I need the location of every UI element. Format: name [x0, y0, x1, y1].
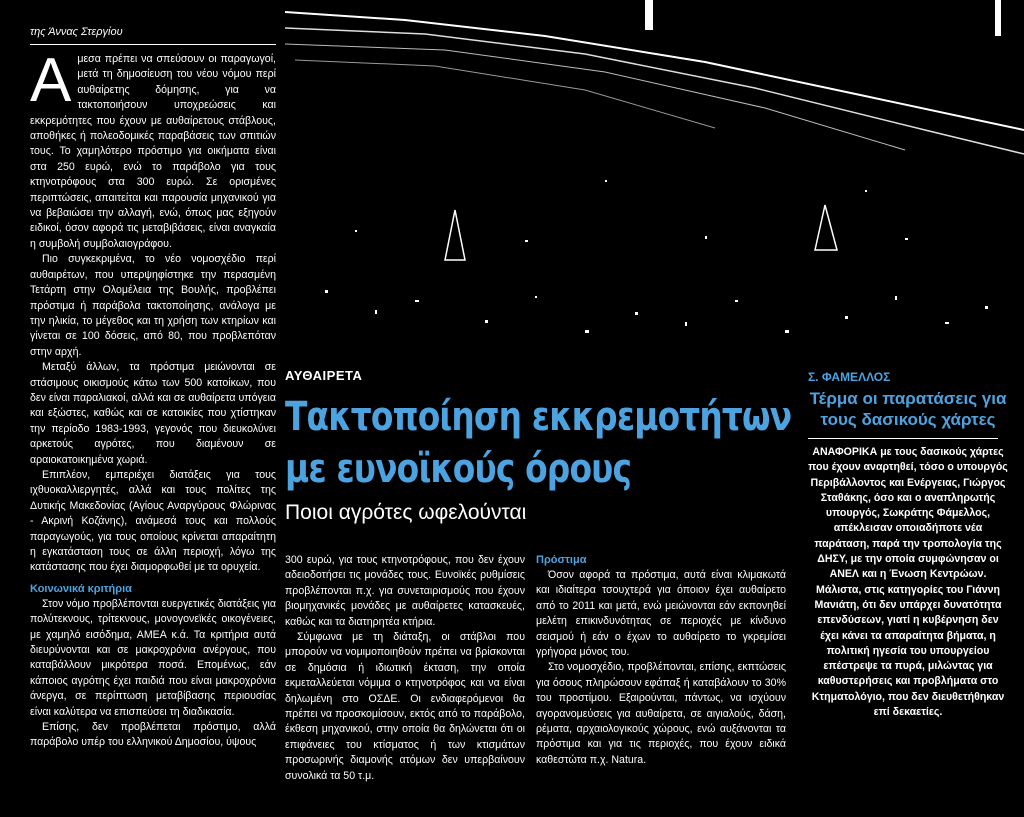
sidebar-body — [808, 445, 1008, 720]
middle-column-1 — [285, 553, 525, 784]
sidebar-rule — [808, 438, 998, 439]
sidebar-title: Τέρμα οι παρατάσεις για τους δασικούς χάρτες — [809, 389, 1007, 429]
main-article-header — [285, 368, 792, 525]
byline: της Άννας Στεργίου — [30, 26, 123, 38]
left-subhead: Κοινωνικά κριτήρια — [30, 582, 132, 595]
sidebar-tag: Σ. ΦΑΜΕΛΛΟΣ — [808, 370, 891, 384]
left-paragraph-1 — [30, 46, 276, 252]
left-paragraph-3: Μεταξύ άλλων, τα πρόστιμα μειώνονται σε στάσιμους οικισμούς κάτω των 500 κατοίκων, που δεν είναι παραλιακοί, αλλά και σε αυθαίρετα υπόγεια και εξώστες, καθώς και σε κατοικίες που χτίστηκαν την περίοδο 1983-1993, γεγονός που διευκολύνει αρκετούς αγρότες, που διαμένουν σε αραιοκατοικημένα χωριά. — [30, 361, 276, 466]
headline — [285, 391, 793, 495]
mid2-paragraph-1: Όσον αφορά τα πρόστιμα, αυτά είναι κλιμακωτά και ιδιαίτερα τσουχτερά για όποιον έχει αυθαίρετο από το 2011 και μετά, ενώ μειώνονται εάν εκπονηθεί μελέτη επικινδυνότητας σε περιοχές με κίνδυνο σεισμού ή εάν ο έχων το αυθαίρετο το γκρεμίσει γρήγορα μόνος του. — [536, 569, 786, 659]
left-paragraph-5: Στον νόμο προβλέπονται ευεργετικές διατάξεις για πολύτεκνους, τρίτεκνους, μονογονεϊκές οικογένειες, με χαμηλό εισόδημα, ΑΜΕΑ κ.ά. Τα κριτήρια αυτά διευρύνονται και σε μακροχρόνια ανέργους, που καταβάλλουν μικρότερα ποσά. Επομένως, εάν κάποιος αγρότης έχει παιδιά που είναι μακροχρόνια άνεργα, σε περίπτωση μεταβίβασης περιουσίας είναι καλύτερα να επισπεύσει τη διαδικασία. — [30, 597, 276, 718]
mid1-paragraph-2: Σύμφωνα με τη διάταξη, οι στάβλοι που μπορούν να νομιμοποιηθούν πρέπει να βρίσκονται σε δημόσια ή ιδιωτική έκταση, την οποία εκμεταλλεύεται νόμιμα ο κτηνοτρόφος και να είναι δηλωμένη στο ΟΣΔΕ. Οι ενδιαφερόμενοι θα πρέπει να προσκομίσουν, εκτός από το παράβολο, έκθεση μηχανικού, στην οποία θα δηλώνεται ότι οι επιφάνειες του κτίσματος ή των κτισμάτων προσωρινής διαμονής ατόμων δεν υπερβαίνουν συνολικά τα 50 τ.μ. — [285, 631, 525, 782]
headline-line-2: με ευνοϊκούς όρους — [285, 446, 632, 492]
mid2-subhead: Πρόστιμα — [536, 554, 587, 566]
photo-illustration — [285, 0, 1024, 362]
mid2-paragraph-2: Στο νομοσχέδιο, προβλέπονται, επίσης, εκπτώσεις για όσους πληρώσουν εφάπαξ ή καταβάλουν το 30% του προστίμου. Εξαιρούνται, πάντως, να ισχύουν αγορανομεύσεις για αυθαίρετα, σε αιγιαλούς, δάση, ρέματα, αρχαιολογικούς χώρους, ενώ αυξάνονται τα πρόστιμα και για τις περιοχές, που έχουν ειδικά καθεστώτα π.χ. Natura. — [536, 661, 786, 766]
left-paragraph-4: Επιπλέον, εμπεριέχει διατάξεις για τους ιχθυοκαλλιεργητές, αλλά και τους πολίτες της Δυτικής Μακεδονίας (Αγίους Αναργύρους Φλώρινας - Ακρινή Κοζάνης), ανάμεσά τους και πολλούς παραγωγούς, για τους οποίους κρίνεται απαραίτητη η εγκατάσταση τους σε άλλη περιοχή, λόγω της κατάστασης που έχει διαμορφωθεί με τα ορυχεία. — [30, 468, 276, 574]
drop-cap: Α — [30, 46, 72, 115]
article-photo — [285, 0, 1024, 362]
left-p1-text: μεσα πρέπει να σπεύσουν οι παραγωγοί, μετά τη δημοσίευση του νέου νόμου περί αυθαίρετης δόμησης, για να τακτοποιήσουν υποχρεώσεις και εκκρεμότητες που έχουν με αυθαίρετους στάβλους, αποθήκες ή πολεοδομικές παραβάσεις των σπιτιών τους. Το χαμηλότερο πρόστιμο για οικήματα είναι στα 250 ευρώ, ενώ το παράβολο για τους κτηνοτρόφους στα 300 ευρώ. Σε ορισμένες περιπτώσεις, απαιτείται και παρουσία μηχανικού για να βεβαιώσει την αλλαγή, ενώ, όπως μας εξηγούν ειδικοί, όσον αφορά τις μεταβιβάσεις, είναι αναγκαία η συμβολή συμβολαιογράφου. — [30, 53, 276, 250]
headline-line-1: Τακτοποίηση εκκρεμοτήτων — [285, 394, 792, 440]
middle-column-2 — [536, 553, 786, 768]
sidebar-lead: ΑΝΑΦΟΡΙΚΑ — [812, 446, 878, 458]
sidebar-body-text: με τους δασικούς χάρτες που έχουν αναρτηθεί, τόσο ο υπουργός Περιβάλλοντος και Ενέργειας, Γιώργος Σταθάκης, όσο και ο αναπληρωτής υπουργός, Σωκράτης Φάμελλος, απέκλεισαν οποιαδήποτε νέα παράταση, παρά την τροπολογία της ΔΗΣΥ, με την οποία συμφώνησαν οι ΑΝΕΛ και η Ένωση Κεντρώων. Μάλιστα, στις κατηγορίες του Γιάννη Μανιάτη, ότι δεν υπάρχει δυνατότητα επενδύσεων, γιατί η κυβέρνηση δεν έχει κάνει τα απαραίτητα βήματα, η πολιτική ηγεσία του υπουργείου επέστρεψε τα πυρά, μιλώντας για καθυστερήσεις και προβλήματα στο Κτηματολόγιο, που δεν διευθετήθηκαν επί δεκαετίες. — [808, 446, 1008, 719]
left-column — [30, 46, 276, 751]
sidebar-box — [808, 370, 1008, 720]
left-paragraph-2: Πιο συγκεκριμένα, το νέο νομοσχέδιο περί αυθαιρέτων, που υπερψηφίστηκε την περασμένη Τετάρτη στην Ολομέλεια της Βουλής, προβλέπει πρόστιμα ή παράβολα τακτοποίησης, ανάλογα με την ηλικία, το μέγεθος και τη χρήση των κτηρίων και γίνεται σε 100 δόσεις, από 80, που προβλεπόταν στην αρχή. — [30, 253, 276, 358]
byline-rule — [30, 44, 276, 45]
section-tag: ΑΥΘΑΙΡΕΤΑ — [285, 368, 363, 383]
left-paragraph-6: Επίσης, δεν προβλέπεται πρόστιμο, αλλά παράβολο υπέρ του ελληνικού Δημοσίου, ύψους — [30, 721, 276, 749]
mid1-paragraph-1: 300 ευρώ, για τους κτηνοτρόφους, που δεν έχουν αδειοδοτήσει τις μονάδες τους. Ευνοϊκές ρυθμίσεις προβλέπονται π.χ. για συνεταιρισμούς που έχουν βιομηχανικές μονάδες με αυθαίρετες κατασκευές, καθώς και τα διατηρητέα κτήρια. — [285, 554, 525, 628]
subtitle: Ποιοι αγρότες ωφελούνται — [285, 501, 527, 524]
